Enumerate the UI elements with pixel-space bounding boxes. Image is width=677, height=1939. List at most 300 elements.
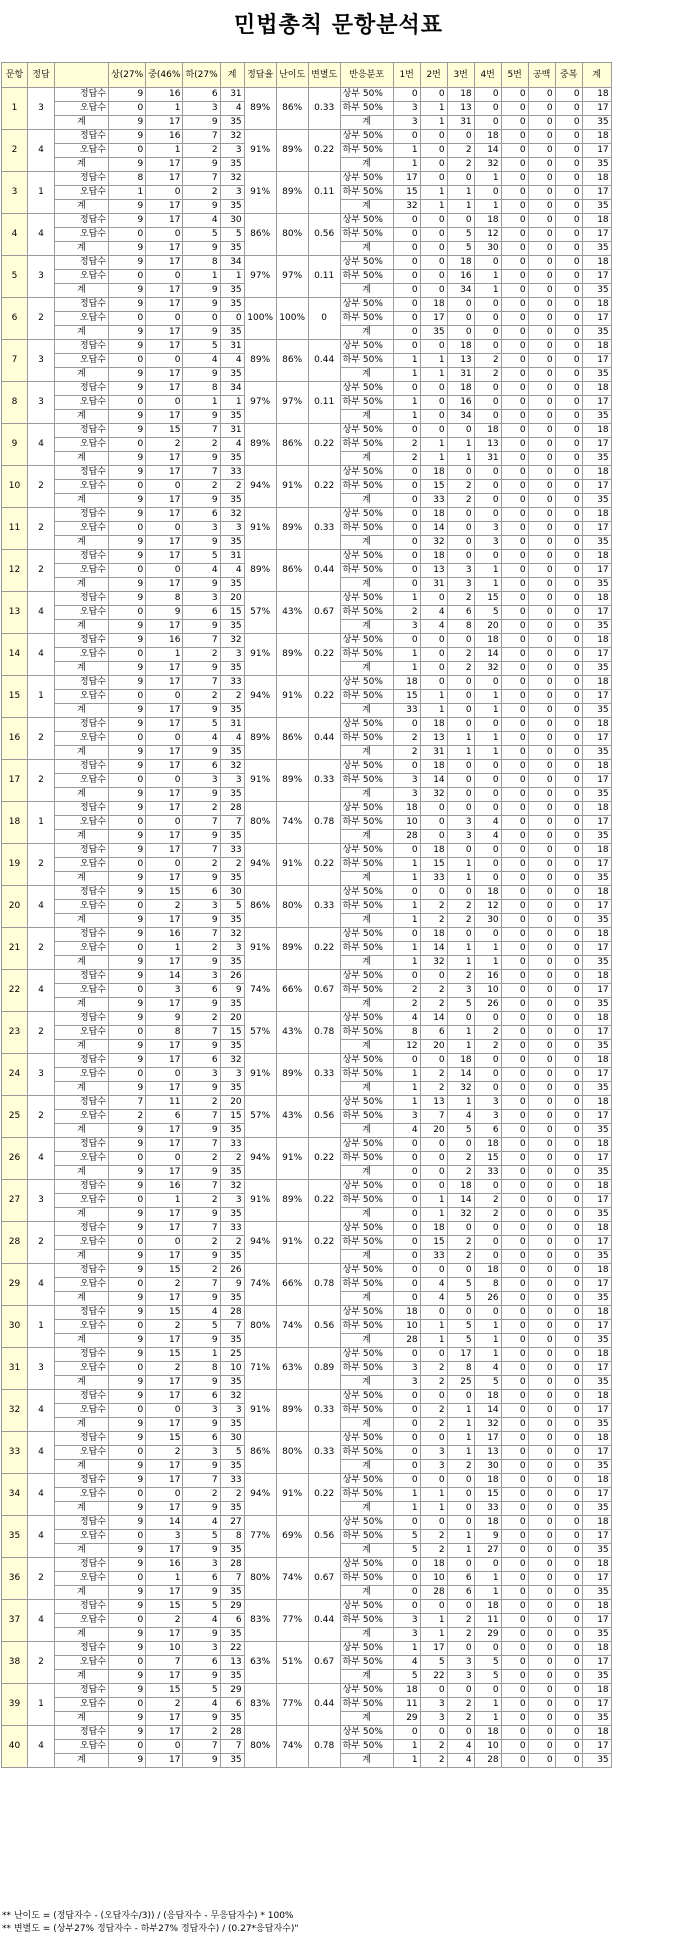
response-count: 18 (582, 1642, 611, 1656)
response-count: 1 (420, 1502, 447, 1516)
row-label: 정답수 (55, 1600, 109, 1614)
response-group-label: 계 (340, 914, 393, 928)
response-count: 0 (447, 928, 474, 942)
response-count: 0 (501, 1334, 528, 1348)
response-group-label: 하부 50% (340, 606, 393, 620)
group-count: 17 (146, 410, 183, 424)
difficulty: 89% (276, 1390, 308, 1432)
response-count: 3 (447, 984, 474, 998)
group-count: 1 (146, 144, 183, 158)
correct-rate: 94% (244, 844, 276, 886)
response-count: 0 (501, 312, 528, 326)
response-count: 0 (555, 1572, 582, 1586)
correct-answer: 3 (28, 340, 55, 382)
response-count: 12 (474, 228, 501, 242)
row-label: 정답수 (55, 1684, 109, 1698)
response-count: 0 (501, 242, 528, 256)
group-count: 0 (109, 774, 146, 788)
response-count: 3 (393, 1376, 420, 1390)
response-count: 0 (474, 382, 501, 396)
difficulty: 91% (276, 1222, 308, 1264)
response-count: 0 (528, 732, 555, 746)
response-count: 15 (393, 186, 420, 200)
response-count: 0 (528, 1236, 555, 1250)
group-count: 3 (220, 522, 244, 536)
response-count: 0 (393, 256, 420, 270)
group-count: 33 (220, 844, 244, 858)
response-count: 18 (420, 844, 447, 858)
response-count: 0 (528, 1264, 555, 1278)
correct-answer: 3 (28, 256, 55, 298)
group-count: 0 (146, 1068, 183, 1082)
response-count: 2 (474, 1040, 501, 1054)
group-count: 9 (183, 494, 220, 508)
response-count: 0 (555, 1222, 582, 1236)
response-count: 2 (447, 648, 474, 662)
response-count: 1 (447, 1530, 474, 1544)
response-count: 0 (555, 1306, 582, 1320)
correct-rate: 80% (244, 1726, 276, 1768)
response-count: 0 (393, 578, 420, 592)
group-count: 9 (109, 970, 146, 984)
response-count: 2 (447, 1460, 474, 1474)
response-count: 0 (501, 1558, 528, 1572)
correct-answer: 2 (28, 466, 55, 508)
response-count: 5 (447, 1292, 474, 1306)
response-count: 3 (393, 788, 420, 802)
response-count: 0 (528, 1012, 555, 1026)
response-group-label: 상부 50% (340, 1222, 393, 1236)
item-number: 39 (2, 1684, 28, 1726)
response-count: 0 (420, 592, 447, 606)
response-count: 0 (528, 1684, 555, 1698)
response-group-label: 상부 50% (340, 802, 393, 816)
group-count: 9 (109, 1754, 146, 1768)
response-group-label: 계 (340, 1166, 393, 1180)
response-count: 0 (501, 396, 528, 410)
response-count: 0 (555, 1600, 582, 1614)
response-group-label: 하부 50% (340, 522, 393, 536)
response-count: 0 (555, 522, 582, 536)
response-count: 2 (420, 1068, 447, 1082)
group-count: 9 (183, 746, 220, 760)
group-count: 30 (220, 886, 244, 900)
group-count: 35 (220, 494, 244, 508)
discrimination: 0.44 (308, 1684, 340, 1726)
table-row (2, 130, 612, 144)
correct-answer: 2 (28, 1558, 55, 1600)
response-count: 0 (393, 270, 420, 284)
response-count: 0 (555, 1026, 582, 1040)
correct-answer: 3 (28, 382, 55, 424)
group-count: 17 (146, 1166, 183, 1180)
response-count: 0 (420, 1726, 447, 1740)
group-count: 9 (109, 298, 146, 312)
response-count: 0 (528, 130, 555, 144)
row-label: 오답수 (55, 858, 109, 872)
response-count: 0 (447, 466, 474, 480)
group-count: 17 (146, 788, 183, 802)
response-count: 17 (582, 270, 611, 284)
response-count: 0 (393, 1236, 420, 1250)
response-count: 20 (474, 620, 501, 634)
response-count: 17 (582, 1236, 611, 1250)
group-count: 15 (146, 886, 183, 900)
group-count: 17 (146, 536, 183, 550)
row-label: 계 (55, 368, 109, 382)
response-count: 0 (447, 690, 474, 704)
response-count: 0 (393, 1250, 420, 1264)
row-label: 정답수 (55, 886, 109, 900)
difficulty: 97% (276, 382, 308, 424)
group-count: 8 (183, 256, 220, 270)
response-count: 0 (528, 1096, 555, 1110)
response-count: 35 (582, 1250, 611, 1264)
item-analysis-table (1, 62, 612, 1768)
response-count: 0 (555, 1530, 582, 1544)
row-label: 정답수 (55, 1306, 109, 1320)
response-count: 0 (555, 536, 582, 550)
response-count: 1 (393, 1754, 420, 1768)
response-group-label: 계 (340, 242, 393, 256)
response-count: 0 (555, 1236, 582, 1250)
response-count: 0 (555, 1320, 582, 1334)
response-count: 18 (582, 1684, 611, 1698)
group-count: 17 (146, 1082, 183, 1096)
group-count: 9 (109, 1376, 146, 1390)
response-count: 2 (447, 1628, 474, 1642)
response-count: 0 (555, 1040, 582, 1054)
group-count: 9 (183, 914, 220, 928)
group-count: 3 (183, 1558, 220, 1572)
item-number: 8 (2, 382, 28, 424)
group-count: 0 (146, 690, 183, 704)
response-count: 22 (420, 1670, 447, 1684)
response-count: 35 (582, 494, 611, 508)
response-count: 0 (501, 382, 528, 396)
response-count: 0 (555, 1012, 582, 1026)
response-count: 18 (582, 802, 611, 816)
response-count: 0 (501, 1502, 528, 1516)
response-count: 0 (474, 844, 501, 858)
response-count: 17 (582, 396, 611, 410)
response-count: 0 (393, 340, 420, 354)
response-count: 28 (420, 1586, 447, 1600)
group-count: 3 (220, 1404, 244, 1418)
response-count: 31 (447, 368, 474, 382)
table-row (2, 844, 612, 858)
response-count: 1 (474, 578, 501, 592)
row-label: 오답수 (55, 1530, 109, 1544)
response-group-label: 계 (340, 494, 393, 508)
row-label: 오답수 (55, 690, 109, 704)
response-count: 18 (582, 1432, 611, 1446)
group-count: 32 (220, 508, 244, 522)
correct-rate: 86% (244, 886, 276, 928)
response-group-label: 하부 50% (340, 186, 393, 200)
group-count: 0 (109, 522, 146, 536)
response-group-label: 계 (340, 1082, 393, 1096)
response-count: 0 (555, 662, 582, 676)
group-count: 4 (220, 438, 244, 452)
response-group-label: 상부 50% (340, 1306, 393, 1320)
response-count: 1 (420, 1614, 447, 1628)
response-count: 2 (447, 1166, 474, 1180)
group-count: 9 (109, 410, 146, 424)
response-count: 0 (393, 1432, 420, 1446)
response-count: 1 (447, 872, 474, 886)
group-count: 3 (146, 1530, 183, 1544)
discrimination: 0.67 (308, 592, 340, 634)
row-label: 계 (55, 284, 109, 298)
group-count: 9 (109, 1040, 146, 1054)
difficulty: 63% (276, 1348, 308, 1390)
response-count: 0 (528, 438, 555, 452)
response-count: 0 (393, 508, 420, 522)
response-count: 0 (555, 998, 582, 1012)
response-count: 0 (501, 676, 528, 690)
response-count: 6 (474, 1124, 501, 1138)
response-group-label: 계 (340, 704, 393, 718)
response-count: 18 (582, 1306, 611, 1320)
response-group-label: 상부 50% (340, 592, 393, 606)
correct-answer: 2 (28, 1642, 55, 1684)
response-group-label: 계 (340, 788, 393, 802)
response-group-label: 계 (340, 1544, 393, 1558)
response-count: 0 (501, 1362, 528, 1376)
row-label: 오답수 (55, 774, 109, 788)
response-count: 18 (474, 1726, 501, 1740)
response-count: 15 (474, 1152, 501, 1166)
discrimination: 0.22 (308, 1474, 340, 1516)
group-count: 9 (109, 1306, 146, 1320)
row-label: 계 (55, 914, 109, 928)
group-count: 32 (220, 1390, 244, 1404)
response-count: 0 (393, 326, 420, 340)
response-count: 18 (582, 634, 611, 648)
response-count: 35 (582, 1166, 611, 1180)
response-count: 0 (555, 172, 582, 186)
group-count: 4 (183, 1698, 220, 1712)
response-group-label: 하부 50% (340, 1194, 393, 1208)
group-count: 17 (146, 704, 183, 718)
response-count: 0 (393, 466, 420, 480)
response-count: 0 (528, 1222, 555, 1236)
response-count: 9 (474, 1530, 501, 1544)
difficulty: 74% (276, 1306, 308, 1348)
response-count: 15 (420, 858, 447, 872)
response-count: 1 (447, 746, 474, 760)
response-count: 0 (501, 1544, 528, 1558)
response-count: 18 (582, 340, 611, 354)
response-count: 0 (501, 186, 528, 200)
group-count: 0 (109, 1614, 146, 1628)
response-count: 20 (420, 1040, 447, 1054)
group-count: 17 (146, 368, 183, 382)
correct-rate: 91% (244, 172, 276, 214)
response-count: 0 (555, 942, 582, 956)
item-number: 3 (2, 172, 28, 214)
group-count: 9 (109, 130, 146, 144)
group-count: 2 (146, 1446, 183, 1460)
group-count: 0 (109, 1572, 146, 1586)
response-count: 1 (393, 1068, 420, 1082)
row-label: 오답수 (55, 1698, 109, 1712)
group-count: 2 (183, 480, 220, 494)
table-body (2, 88, 612, 1768)
response-count: 0 (555, 1656, 582, 1670)
discrimination: 0.33 (308, 1390, 340, 1432)
response-count: 0 (528, 1040, 555, 1054)
response-count: 35 (582, 1586, 611, 1600)
group-count: 0 (146, 1488, 183, 1502)
response-count: 0 (447, 1558, 474, 1572)
response-count: 18 (582, 508, 611, 522)
response-count: 35 (582, 200, 611, 214)
row-label: 계 (55, 242, 109, 256)
response-count: 0 (474, 88, 501, 102)
response-count: 0 (501, 536, 528, 550)
group-count: 9 (109, 536, 146, 550)
response-count: 4 (474, 1362, 501, 1376)
group-count: 0 (109, 1068, 146, 1082)
response-count: 0 (420, 1348, 447, 1362)
response-count: 5 (474, 1656, 501, 1670)
group-count: 35 (220, 1712, 244, 1726)
difficulty: 86% (276, 88, 308, 130)
correct-rate: 94% (244, 1222, 276, 1264)
response-group-label: 하부 50% (340, 1404, 393, 1418)
response-count: 1 (420, 452, 447, 466)
response-count: 18 (582, 928, 611, 942)
group-count: 0 (146, 858, 183, 872)
response-count: 0 (474, 1250, 501, 1264)
response-count: 2 (393, 606, 420, 620)
response-count: 0 (447, 718, 474, 732)
group-count: 9 (109, 760, 146, 774)
group-count: 2 (183, 1194, 220, 1208)
response-count: 3 (393, 1362, 420, 1376)
header-total: 계 (220, 63, 244, 88)
group-count: 4 (183, 1516, 220, 1530)
row-label: 오답수 (55, 1236, 109, 1250)
response-count: 0 (501, 102, 528, 116)
response-count: 0 (528, 298, 555, 312)
response-count: 0 (393, 1166, 420, 1180)
response-count: 17 (582, 1488, 611, 1502)
item-number: 23 (2, 1012, 28, 1054)
group-count: 0 (109, 438, 146, 452)
response-count: 13 (447, 102, 474, 116)
response-count: 0 (393, 886, 420, 900)
group-count: 3 (220, 648, 244, 662)
row-label: 정답수 (55, 424, 109, 438)
correct-rate: 89% (244, 718, 276, 760)
response-group-label: 하부 50% (340, 564, 393, 578)
response-count: 0 (474, 116, 501, 130)
response-count: 0 (420, 1306, 447, 1320)
response-count: 0 (393, 228, 420, 242)
discrimination: 0.33 (308, 88, 340, 130)
group-count: 2 (183, 186, 220, 200)
group-count: 17 (146, 1726, 183, 1740)
response-count: 3 (474, 536, 501, 550)
response-count: 17 (582, 984, 611, 998)
response-group-label: 하부 50% (340, 1110, 393, 1124)
response-count: 0 (501, 900, 528, 914)
response-group-label: 계 (340, 1628, 393, 1642)
response-count: 0 (420, 340, 447, 354)
response-count: 0 (501, 410, 528, 424)
response-group-label: 하부 50% (340, 1068, 393, 1082)
response-group-label: 상부 50% (340, 340, 393, 354)
group-count: 17 (146, 1418, 183, 1432)
group-count: 35 (220, 830, 244, 844)
response-group-label: 상부 50% (340, 1012, 393, 1026)
group-count: 9 (109, 1432, 146, 1446)
correct-rate: 89% (244, 88, 276, 130)
discrimination: 0.56 (308, 1516, 340, 1558)
response-group-label: 상부 50% (340, 1558, 393, 1572)
group-count: 2 (183, 648, 220, 662)
header-response: 반응분포 (340, 63, 393, 88)
group-count: 1 (146, 1572, 183, 1586)
correct-answer: 3 (28, 1180, 55, 1222)
table-row (2, 928, 612, 942)
response-count: 0 (474, 760, 501, 774)
response-count: 0 (528, 312, 555, 326)
response-count: 18 (447, 1054, 474, 1068)
response-count: 0 (420, 802, 447, 816)
row-label: 오답수 (55, 1362, 109, 1376)
table-row (2, 1432, 612, 1446)
discrimination: 0.33 (308, 508, 340, 550)
response-count: 32 (447, 1208, 474, 1222)
response-count: 0 (555, 452, 582, 466)
response-count: 0 (501, 354, 528, 368)
group-count: 9 (183, 1586, 220, 1600)
response-count: 0 (393, 494, 420, 508)
response-count: 0 (474, 928, 501, 942)
response-count: 0 (555, 1278, 582, 1292)
group-count: 35 (220, 662, 244, 676)
response-group-label: 하부 50% (340, 354, 393, 368)
response-group-label: 하부 50% (340, 648, 393, 662)
response-count: 0 (420, 88, 447, 102)
discrimination: 0.67 (308, 1558, 340, 1600)
response-count: 35 (582, 1208, 611, 1222)
response-count: 3 (393, 1110, 420, 1124)
response-count: 0 (393, 1348, 420, 1362)
response-count: 0 (528, 158, 555, 172)
header-item: 문항 (2, 63, 28, 88)
response-count: 0 (501, 984, 528, 998)
response-count: 0 (501, 1040, 528, 1054)
response-count: 0 (528, 1614, 555, 1628)
correct-answer: 2 (28, 1096, 55, 1138)
group-count: 33 (220, 1474, 244, 1488)
response-count: 0 (555, 634, 582, 648)
response-group-label: 계 (340, 326, 393, 340)
response-count: 13 (420, 564, 447, 578)
group-count: 0 (183, 312, 220, 326)
response-count: 5 (447, 1278, 474, 1292)
group-count: 1 (146, 648, 183, 662)
response-count: 32 (447, 1082, 474, 1096)
response-count: 0 (501, 494, 528, 508)
response-count: 0 (501, 1208, 528, 1222)
group-count: 35 (220, 1082, 244, 1096)
